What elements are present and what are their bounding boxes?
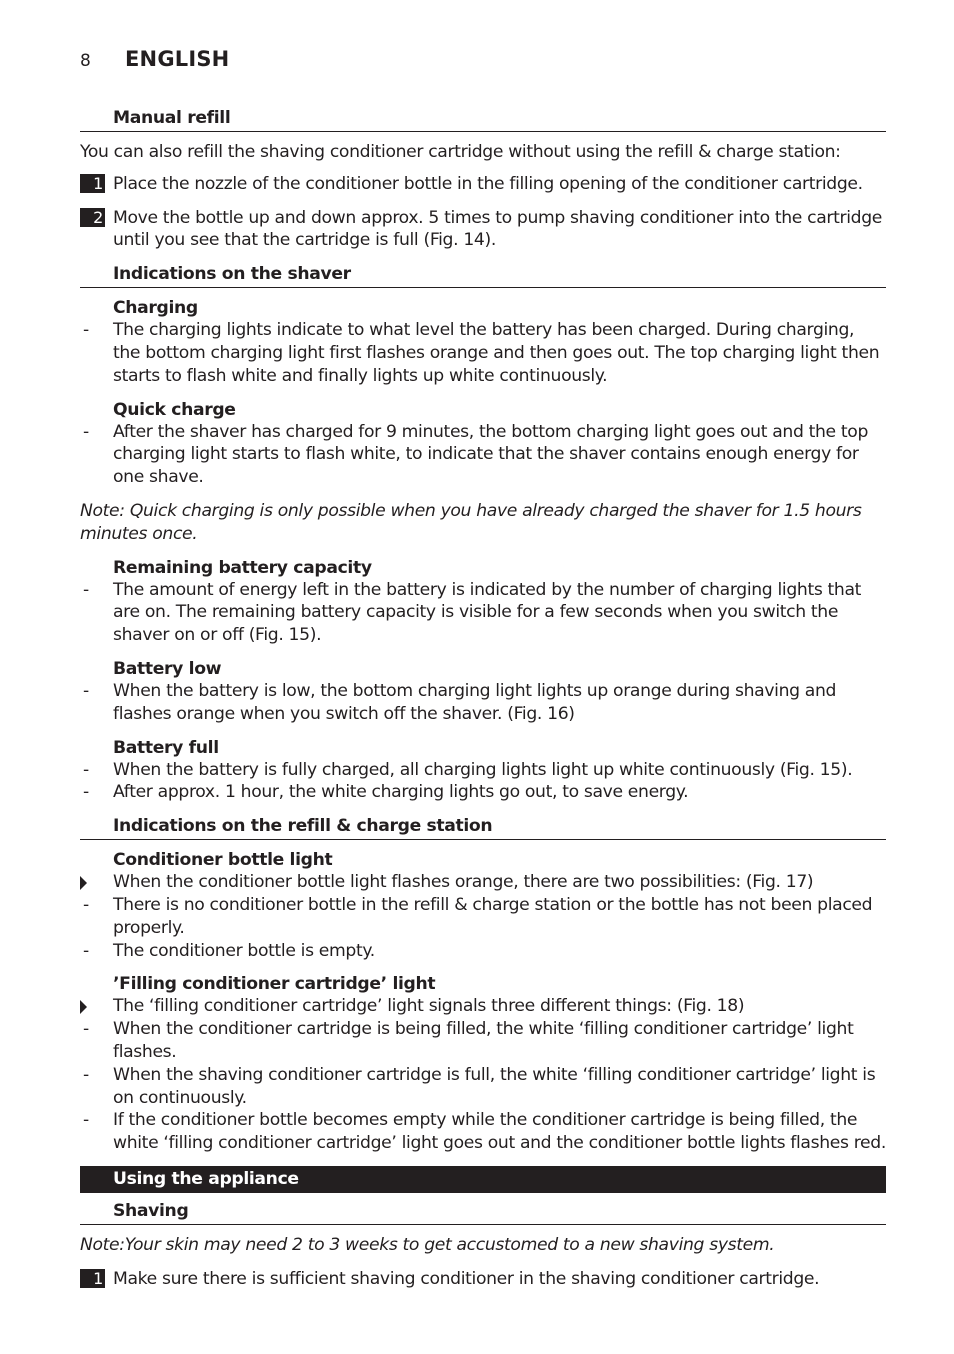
step-number: 1: [80, 174, 105, 193]
section-banner-using-appliance: Using the appliance: [80, 1166, 886, 1193]
manual-refill-intro: You can also refill the shaving conditioner cartridge without using the refill & charge station:: [80, 142, 841, 162]
section-heading-manual-refill: Manual refill: [80, 107, 886, 132]
dash-item: - When the shaving conditioner cartridge is full, the white ‘filling conditioner cartridge’ light is on continuously.: [80, 1064, 886, 1110]
subheading-battery-full: Battery full: [113, 737, 219, 758]
dash-item: - After approx. 1 hour, the white charging lights go out, to save energy.: [80, 781, 886, 804]
bullet-text: The ‘filling conditioner cartridge’ light signals three different things: (Fig. 18): [113, 996, 745, 1017]
dash-item: - After the shaver has charged for 9 minutes, the bottom charging light goes out and the top charging light starts to flash white, to indicate that the shaver contains enough energy for one shave.: [80, 421, 886, 489]
dash-item: - There is no conditioner bottle in the refill & charge station or the bottle has not been placed properly.: [80, 894, 886, 940]
step-item: [80, 1268, 886, 1291]
step-number: 2: [80, 208, 105, 227]
dash-item: - The charging lights indicate to what level the battery has been charged. During charging, the bottom charging light first flashes orange and then goes out. The top charging light then starts to flash white and finally lights up white continuously.: [80, 319, 886, 387]
page-number: 8: [80, 51, 91, 71]
triangle-bullet-icon: [80, 876, 87, 890]
subheading-bottle-light: Conditioner bottle light: [113, 850, 333, 871]
step-text: Move the bottle up and down approx. 5 times to pump shaving conditioner into the cartridge until you see that the cartridge is full (Fig. 14).: [113, 207, 883, 251]
language-heading: ENGLISH: [125, 47, 230, 71]
battery-full-group: [80, 737, 886, 805]
quick-charge-group: [80, 399, 886, 489]
subheading-filling-light: ’Filling conditioner cartridge’ light: [113, 974, 436, 995]
battery-low-group: [80, 658, 886, 726]
filling-light-group: [80, 973, 886, 1155]
subheading-quick-charge: Quick charge: [113, 399, 236, 420]
dash-item: - When the battery is low, the bottom charging light lights up orange during shaving and flashes orange when you switch off the shaver. (Fig. 16): [80, 680, 886, 726]
dash-item: - When the battery is fully charged, all charging lights light up white continuously (Fig. 15).: [80, 759, 886, 782]
subheading-charging: Charging: [113, 298, 198, 319]
dash-item: - If the conditioner bottle becomes empty while the conditioner cartridge is being filled, the white ‘filling conditioner cartridge’ light goes out and the conditioner bottle lights flashes red.: [80, 1109, 886, 1155]
subheading-remaining-capacity: Remaining battery capacity: [113, 557, 372, 578]
bullet-item: [80, 871, 886, 894]
dash-item: - When the conditioner cartridge is being filled, the white ‘filling conditioner cartridge’ light flashes.: [80, 1018, 886, 1064]
dash-item: - The conditioner bottle is empty.: [80, 940, 886, 963]
step-item: [80, 173, 886, 196]
section-heading-shaving: Shaving: [80, 1200, 886, 1225]
note-quick-charge: Note: Quick charging is only possible when you have already charged the shaver for 1.5 hours minutes once.: [80, 500, 862, 544]
triangle-bullet-icon: [80, 1000, 87, 1014]
subheading-battery-low: Battery low: [113, 658, 222, 679]
remaining-capacity-group: [80, 557, 886, 647]
step-number: 1: [80, 1269, 105, 1288]
step-text: Place the nozzle of the conditioner bottle in the filling opening of the conditioner cartridge.: [113, 173, 863, 194]
step-item: [80, 207, 886, 253]
bullet-text: When the conditioner bottle light flashes orange, there are two possibilities: (Fig. 17): [113, 872, 814, 893]
step-text: Make sure there is sufficient shaving conditioner in the shaving conditioner cartridge.: [113, 1268, 820, 1289]
charging-group: [80, 297, 886, 387]
bullet-item: [80, 995, 886, 1018]
bottle-light-group: [80, 849, 886, 962]
section-heading-indications-station: Indications on the refill & charge station: [80, 815, 886, 840]
dash-item: - The amount of energy left in the battery is indicated by the number of charging lights that are on. The remaining battery capacity is visible for a few seconds when you switch the shaver on or off (Fig. 15).: [80, 579, 886, 647]
note-shaving: Note:Your skin may need 2 to 3 weeks to get accustomed to a new shaving system.: [80, 1234, 775, 1255]
section-heading-indications-shaver: Indications on the shaver: [80, 263, 886, 288]
document-body: [80, 107, 886, 1302]
